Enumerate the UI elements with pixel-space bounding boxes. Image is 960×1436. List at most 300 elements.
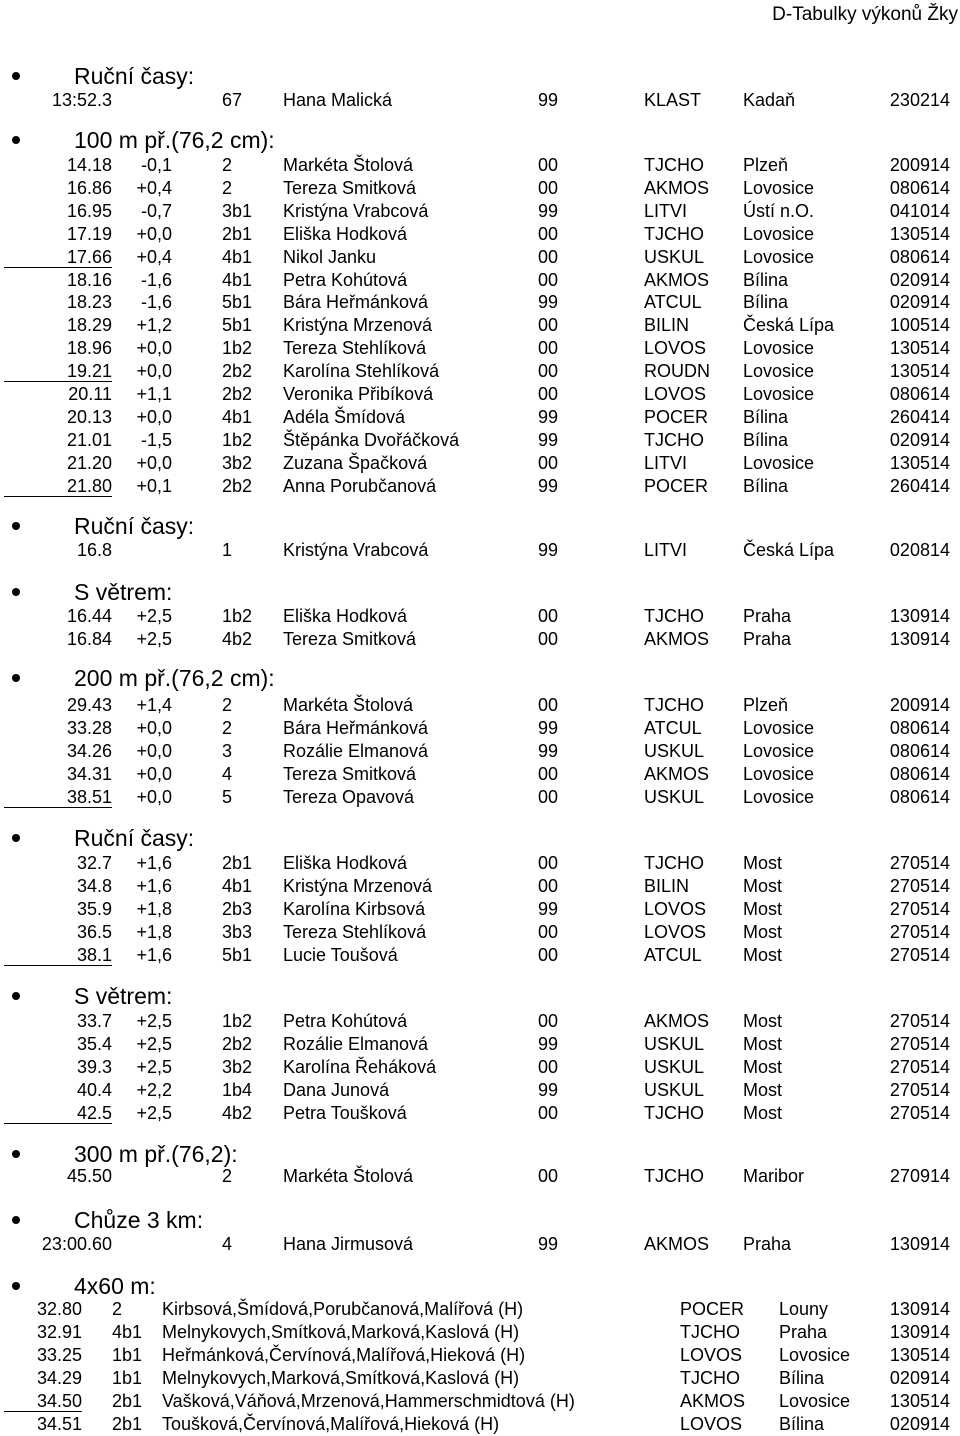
club-code: TJCHO bbox=[680, 1367, 740, 1388]
heat-value: 4b1 bbox=[222, 875, 253, 896]
athlete-name: Kristýna Vrabcová bbox=[283, 540, 429, 560]
divider-line bbox=[4, 1411, 82, 1412]
result-date: 270514 bbox=[889, 898, 950, 919]
result-date: 130914 bbox=[889, 1234, 950, 1254]
result-date: 270514 bbox=[889, 853, 950, 873]
venue: Lovosice bbox=[743, 786, 815, 807]
bullet-icon bbox=[12, 674, 20, 682]
birth-year: 00 bbox=[538, 875, 559, 896]
club-code: LITVI bbox=[644, 200, 688, 221]
club-code: LOVOS bbox=[680, 1344, 743, 1365]
result-time: 13:52.3 bbox=[51, 90, 112, 110]
heat-value: 2 bbox=[222, 155, 233, 175]
result-row bbox=[0, 1165, 960, 1188]
result-row bbox=[0, 898, 960, 921]
wind-value: +0,0 bbox=[136, 763, 172, 784]
heat-value: 4b1 bbox=[112, 1321, 143, 1342]
athlete-name: Adéla Šmídová bbox=[283, 406, 406, 427]
birth-year: 00 bbox=[538, 338, 559, 359]
athlete-name: Tereza Smitková bbox=[283, 763, 417, 784]
heat-value: 5 bbox=[222, 786, 233, 807]
relay-result-row bbox=[0, 1413, 960, 1436]
club-code: TJCHO bbox=[644, 223, 704, 244]
athlete-name: Eliška Hodková bbox=[283, 606, 408, 626]
result-time: 18.23 bbox=[66, 292, 112, 313]
birth-year: 00 bbox=[538, 921, 559, 942]
result-date: 270514 bbox=[889, 1079, 950, 1100]
wind-value: +2,5 bbox=[136, 1033, 172, 1054]
birth-year: 99 bbox=[538, 292, 559, 313]
venue: Most bbox=[743, 921, 783, 942]
venue: Most bbox=[743, 1056, 783, 1077]
result-time: 38.1 bbox=[76, 944, 112, 965]
venue: Praha bbox=[743, 1234, 792, 1254]
birth-year: 00 bbox=[538, 223, 559, 244]
result-time: 18.96 bbox=[66, 338, 112, 359]
athlete-name: Nikol Janku bbox=[283, 246, 377, 267]
birth-year: 99 bbox=[538, 429, 559, 450]
wind-value: +1,6 bbox=[136, 944, 172, 965]
result-row bbox=[0, 429, 960, 452]
result-time: 34.29 bbox=[36, 1367, 82, 1388]
birth-year: 99 bbox=[538, 406, 559, 427]
venue: Lovosice bbox=[743, 740, 815, 761]
athlete-name: Karolína Řeháková bbox=[283, 1056, 437, 1077]
result-row bbox=[0, 291, 960, 314]
wind-value: +0,4 bbox=[136, 177, 172, 198]
venue: Most bbox=[743, 1102, 783, 1123]
result-date: 130514 bbox=[889, 361, 950, 382]
result-date: 130914 bbox=[889, 1299, 950, 1319]
result-time: 16.95 bbox=[66, 200, 112, 221]
result-time: 29.43 bbox=[66, 695, 112, 715]
club-code: LOVOS bbox=[680, 1413, 743, 1434]
section-title: 300 m př.(76,2): bbox=[74, 1141, 238, 1167]
wind-value: +2,5 bbox=[136, 628, 172, 649]
section-title: Ruční časy: bbox=[74, 825, 195, 851]
venue: Bílina bbox=[743, 406, 789, 427]
result-time: 21.01 bbox=[66, 429, 112, 450]
result-date: 130914 bbox=[889, 628, 950, 649]
heat-value: 2b1 bbox=[222, 223, 253, 244]
athlete-name: Melnykovych,Marková,Smítková,Kaslová (H) bbox=[162, 1367, 520, 1388]
athlete-name: Kirbsová,Šmídová,Porubčanová,Malířová (H) bbox=[162, 1299, 524, 1319]
result-date: 130914 bbox=[889, 606, 950, 626]
relay-result-row bbox=[0, 1367, 960, 1390]
result-time: 20.11 bbox=[68, 384, 112, 404]
heat-value: 4b2 bbox=[222, 1102, 253, 1123]
result-time: 36.5 bbox=[76, 921, 112, 942]
birth-year: 00 bbox=[538, 315, 559, 336]
venue: Most bbox=[743, 853, 783, 873]
bullet-icon bbox=[12, 834, 20, 842]
heat-value: 1b2 bbox=[222, 338, 253, 359]
venue: Most bbox=[743, 875, 783, 896]
heat-value: 3b2 bbox=[222, 1056, 253, 1077]
venue: Kadaň bbox=[743, 90, 796, 110]
club-code: TJCHO bbox=[680, 1321, 740, 1342]
result-time: 33.25 bbox=[36, 1344, 82, 1365]
section-title: S větrem: bbox=[74, 983, 173, 1009]
result-time: 39.3 bbox=[76, 1056, 112, 1077]
wind-value: +0,0 bbox=[136, 338, 172, 359]
result-row bbox=[0, 154, 960, 177]
club-code: ATCUL bbox=[644, 292, 702, 313]
result-time: 32.7 bbox=[76, 853, 112, 873]
result-date: 080614 bbox=[889, 246, 950, 267]
athlete-name: Kristýna Mrzenová bbox=[283, 875, 433, 896]
heat-value: 3b2 bbox=[222, 452, 253, 473]
club-code: USKUL bbox=[644, 786, 705, 807]
birth-year: 99 bbox=[538, 1079, 559, 1100]
birth-year: 00 bbox=[538, 628, 559, 649]
divider-line bbox=[4, 267, 112, 268]
birth-year: 99 bbox=[538, 1234, 559, 1254]
result-time: 17.19 bbox=[66, 223, 112, 244]
wind-value: +0,0 bbox=[136, 361, 172, 382]
wind-value: +1,1 bbox=[136, 384, 172, 404]
result-row bbox=[0, 1079, 960, 1102]
athlete-name: Kristýna Vrabcová bbox=[283, 200, 429, 221]
birth-year: 00 bbox=[538, 155, 559, 175]
birth-year: 99 bbox=[538, 475, 559, 496]
result-date: 130914 bbox=[889, 1321, 950, 1342]
club-code: BILIN bbox=[644, 315, 690, 336]
venue: Most bbox=[743, 944, 783, 965]
birth-year: 00 bbox=[538, 452, 559, 473]
venue: Lovosice bbox=[743, 452, 815, 473]
section-title: Ruční časy: bbox=[74, 63, 195, 89]
wind-value: +0,0 bbox=[136, 223, 172, 244]
wind-value: -1,5 bbox=[140, 429, 172, 450]
heat-value: 4 bbox=[222, 763, 233, 784]
heat-value: 1 bbox=[222, 540, 233, 560]
heat-value: 2b2 bbox=[222, 384, 253, 404]
divider-line bbox=[4, 965, 112, 966]
athlete-name: Markéta Štolová bbox=[283, 1166, 414, 1186]
venue: Plzeň bbox=[743, 695, 789, 715]
result-row bbox=[0, 1102, 960, 1125]
wind-value: +0,4 bbox=[136, 246, 172, 267]
athlete-name: Hana Jirmusová bbox=[283, 1234, 414, 1254]
club-code: AKMOS bbox=[644, 177, 710, 198]
club-code: AKMOS bbox=[644, 1234, 710, 1254]
club-code: USKUL bbox=[644, 1033, 705, 1054]
heat-value: 1b4 bbox=[222, 1079, 253, 1100]
athlete-name: Vašková,Váňová,Mrzenová,Hammerschmidtová (H) bbox=[162, 1390, 575, 1411]
result-time: 35.4 bbox=[76, 1033, 112, 1054]
result-row bbox=[0, 1010, 960, 1033]
venue: Praha bbox=[743, 606, 792, 626]
athlete-name: Markéta Štolová bbox=[283, 155, 414, 175]
heat-value: 2b1 bbox=[222, 853, 253, 873]
birth-year: 99 bbox=[538, 898, 559, 919]
result-time: 34.26 bbox=[66, 740, 112, 761]
result-time: 18.29 bbox=[66, 315, 112, 336]
venue: Bílina bbox=[743, 475, 789, 496]
birth-year: 00 bbox=[538, 763, 559, 784]
result-row bbox=[0, 337, 960, 360]
divider-line bbox=[4, 807, 112, 808]
result-row bbox=[0, 223, 960, 246]
document-header: D-Tabulky výkonů Žky bbox=[772, 4, 958, 25]
result-time: 23:00.60 bbox=[41, 1234, 112, 1254]
heat-value: 5b1 bbox=[222, 292, 253, 313]
result-row bbox=[0, 539, 960, 562]
club-code: POCER bbox=[644, 406, 709, 427]
birth-year: 00 bbox=[538, 853, 559, 873]
venue: Lovosice bbox=[743, 223, 815, 244]
result-time: 34.51 bbox=[36, 1413, 82, 1434]
wind-value: +0,0 bbox=[136, 452, 172, 473]
section-title: Chůze 3 km: bbox=[74, 1207, 204, 1233]
wind-value: +2,5 bbox=[136, 606, 172, 626]
result-row bbox=[0, 314, 960, 337]
venue: Lovosice bbox=[743, 246, 815, 267]
bullet-icon bbox=[12, 992, 20, 1000]
result-date: 270514 bbox=[889, 1011, 950, 1031]
result-time: 34.31 bbox=[66, 763, 112, 784]
wind-value: -0,7 bbox=[140, 200, 172, 221]
athlete-name: Petra Toušková bbox=[283, 1102, 407, 1123]
wind-value: -0,1 bbox=[140, 155, 172, 175]
heat-value: 2b2 bbox=[222, 361, 253, 382]
heat-value: 1b1 bbox=[112, 1367, 143, 1388]
result-row bbox=[0, 1056, 960, 1079]
club-code: TJCHO bbox=[644, 606, 704, 626]
birth-year: 99 bbox=[538, 740, 559, 761]
heat-value: 2 bbox=[222, 1166, 233, 1186]
birth-year: 00 bbox=[538, 786, 559, 807]
birth-year: 00 bbox=[538, 384, 559, 404]
result-date: 130514 bbox=[889, 223, 950, 244]
heat-value: 2 bbox=[222, 695, 233, 715]
result-row bbox=[0, 360, 960, 383]
heat-value: 4b1 bbox=[222, 269, 253, 290]
heat-value: 2b1 bbox=[112, 1413, 143, 1434]
result-date: 270514 bbox=[889, 875, 950, 896]
venue: Most bbox=[743, 898, 783, 919]
result-time: 35.9 bbox=[76, 898, 112, 919]
section-title: 200 m př.(76,2 cm): bbox=[74, 665, 275, 691]
result-date: 270914 bbox=[889, 1166, 950, 1186]
result-row bbox=[0, 475, 960, 498]
club-code: ROUDN bbox=[644, 361, 710, 382]
result-time: 17.66 bbox=[66, 246, 112, 267]
result-date: 080614 bbox=[889, 717, 950, 738]
athlete-name: Bára Heřmánková bbox=[283, 292, 429, 313]
birth-year: 00 bbox=[538, 1011, 559, 1031]
result-row bbox=[0, 177, 960, 200]
club-code: AKMOS bbox=[644, 763, 710, 784]
result-date: 041014 bbox=[889, 200, 950, 221]
result-date: 020914 bbox=[889, 1367, 950, 1388]
club-code: TJCHO bbox=[644, 155, 704, 175]
result-date: 100514 bbox=[889, 315, 950, 336]
venue: Louny bbox=[779, 1299, 829, 1319]
club-code: AKMOS bbox=[680, 1390, 746, 1411]
result-row bbox=[0, 694, 960, 717]
venue: Lovosice bbox=[779, 1390, 851, 1411]
bullet-icon bbox=[12, 1282, 20, 1290]
bullet-icon bbox=[12, 588, 20, 596]
athlete-name: Toušková,Červínová,Malířová,Hieková (H) bbox=[162, 1413, 500, 1434]
athlete-name: Karolína Kirbsová bbox=[283, 898, 426, 919]
result-time: 18.16 bbox=[66, 269, 112, 290]
heat-value: 2b3 bbox=[222, 898, 253, 919]
result-date: 080614 bbox=[889, 786, 950, 807]
result-time: 16.84 bbox=[66, 628, 112, 649]
result-date: 200914 bbox=[889, 695, 950, 715]
wind-value: +0,0 bbox=[136, 406, 172, 427]
birth-year: 99 bbox=[538, 540, 559, 560]
birth-year: 99 bbox=[538, 200, 559, 221]
bullet-icon bbox=[12, 1216, 20, 1224]
relay-result-row bbox=[0, 1344, 960, 1367]
result-date: 270514 bbox=[889, 944, 950, 965]
club-code: LOVOS bbox=[644, 384, 707, 404]
result-row bbox=[0, 246, 960, 269]
wind-value: +0,0 bbox=[136, 740, 172, 761]
result-time: 16.44 bbox=[66, 606, 112, 626]
result-time: 42.5 bbox=[76, 1102, 112, 1123]
heat-value: 4b1 bbox=[222, 406, 253, 427]
result-date: 260414 bbox=[889, 406, 950, 427]
result-row bbox=[0, 89, 960, 112]
club-code: BILIN bbox=[644, 875, 690, 896]
bullet-icon bbox=[12, 136, 20, 144]
heat-value: 3b1 bbox=[222, 200, 253, 221]
heat-value: 67 bbox=[222, 90, 243, 110]
athlete-name: Štěpánka Dvořáčková bbox=[283, 429, 460, 450]
heat-value: 2 bbox=[222, 177, 233, 198]
venue: Česká Lípa bbox=[743, 540, 835, 560]
result-time: 19.21 bbox=[66, 361, 112, 382]
birth-year: 00 bbox=[538, 1166, 559, 1186]
result-row bbox=[0, 717, 960, 740]
wind-value: +2,2 bbox=[136, 1079, 172, 1100]
wind-value: -1,6 bbox=[140, 292, 172, 313]
result-date: 270514 bbox=[889, 1102, 950, 1123]
bullet-icon bbox=[12, 522, 20, 530]
venue: Bílina bbox=[743, 292, 789, 313]
result-row bbox=[0, 383, 960, 406]
birth-year: 00 bbox=[538, 695, 559, 715]
venue: Lovosice bbox=[743, 717, 815, 738]
section-title: 100 m př.(76,2 cm): bbox=[74, 127, 275, 153]
result-date: 080614 bbox=[889, 740, 950, 761]
venue: Lovosice bbox=[743, 338, 815, 359]
birth-year: 00 bbox=[538, 1102, 559, 1123]
result-time: 20.13 bbox=[66, 406, 112, 427]
result-time: 16.86 bbox=[66, 177, 112, 198]
birth-year: 00 bbox=[538, 1056, 559, 1077]
venue: Lovosice bbox=[743, 177, 815, 198]
wind-value: -1,6 bbox=[140, 269, 172, 290]
result-time: 32.80 bbox=[36, 1299, 82, 1319]
divider-line bbox=[4, 381, 112, 382]
heat-value: 5b1 bbox=[222, 944, 253, 965]
result-row bbox=[0, 852, 960, 875]
birth-year: 00 bbox=[538, 246, 559, 267]
birth-year: 00 bbox=[538, 361, 559, 382]
result-date: 130514 bbox=[889, 452, 950, 473]
bullet-icon bbox=[12, 1150, 20, 1158]
athlete-name: Eliška Hodková bbox=[283, 223, 408, 244]
athlete-name: Bára Heřmánková bbox=[283, 717, 429, 738]
club-code: LOVOS bbox=[644, 898, 707, 919]
result-row bbox=[0, 740, 960, 763]
heat-value: 2b1 bbox=[112, 1390, 143, 1411]
club-code: LITVI bbox=[644, 540, 688, 560]
wind-value: +2,5 bbox=[136, 1011, 172, 1031]
wind-value: +1,2 bbox=[136, 315, 172, 336]
result-date: 080614 bbox=[889, 177, 950, 198]
athlete-name: Melnykovych,Smítková,Marková,Kaslová (H) bbox=[162, 1321, 520, 1342]
club-code: USKUL bbox=[644, 246, 705, 267]
club-code: TJCHO bbox=[644, 429, 704, 450]
result-date: 270514 bbox=[889, 1056, 950, 1077]
venue: Most bbox=[743, 1033, 783, 1054]
section-title: 4x60 m: bbox=[74, 1273, 156, 1299]
bullet-icon bbox=[12, 72, 20, 80]
birth-year: 00 bbox=[538, 269, 559, 290]
result-row bbox=[0, 1033, 960, 1056]
result-time: 21.80 bbox=[66, 475, 112, 496]
section-title: S větrem: bbox=[74, 579, 173, 605]
venue: Maribor bbox=[743, 1166, 805, 1186]
result-row bbox=[0, 921, 960, 944]
heat-value: 2 bbox=[112, 1299, 123, 1319]
heat-value: 2 bbox=[222, 717, 233, 738]
wind-value: +1,8 bbox=[136, 921, 172, 942]
venue: Bílina bbox=[743, 269, 789, 290]
athlete-name: Rozálie Elmanová bbox=[283, 740, 429, 761]
result-time: 33.28 bbox=[66, 717, 112, 738]
result-date: 130514 bbox=[889, 1390, 950, 1411]
heat-value: 4b1 bbox=[222, 246, 253, 267]
venue: Bílina bbox=[743, 429, 789, 450]
venue: Lovosice bbox=[743, 384, 815, 404]
athlete-name: Kristýna Mrzenová bbox=[283, 315, 433, 336]
result-date: 130514 bbox=[889, 338, 950, 359]
club-code: TJCHO bbox=[644, 1166, 704, 1186]
club-code: USKUL bbox=[644, 1079, 705, 1100]
venue: Lovosice bbox=[743, 763, 815, 784]
athlete-name: Tereza Stehlíková bbox=[283, 338, 427, 359]
result-time: 38.51 bbox=[66, 786, 112, 807]
section-title: Ruční časy: bbox=[74, 513, 195, 539]
result-date: 230214 bbox=[889, 90, 950, 110]
result-date: 270514 bbox=[889, 921, 950, 942]
venue: Most bbox=[743, 1079, 783, 1100]
result-row bbox=[0, 763, 960, 786]
result-date: 020914 bbox=[889, 429, 950, 450]
venue: Ústí n.O. bbox=[743, 200, 815, 221]
club-code: USKUL bbox=[644, 1056, 705, 1077]
athlete-name: Petra Kohútová bbox=[283, 269, 408, 290]
club-code: ATCUL bbox=[644, 717, 702, 738]
athlete-name: Tereza Smitková bbox=[283, 628, 417, 649]
result-date: 200914 bbox=[889, 155, 950, 175]
athlete-name: Karolína Stehlíková bbox=[283, 361, 440, 382]
venue: Bílina bbox=[779, 1367, 825, 1388]
birth-year: 99 bbox=[538, 1033, 559, 1054]
result-row bbox=[0, 628, 960, 651]
heat-value: 1b2 bbox=[222, 429, 253, 450]
result-date: 080614 bbox=[889, 384, 950, 404]
result-date: 260414 bbox=[889, 475, 950, 496]
